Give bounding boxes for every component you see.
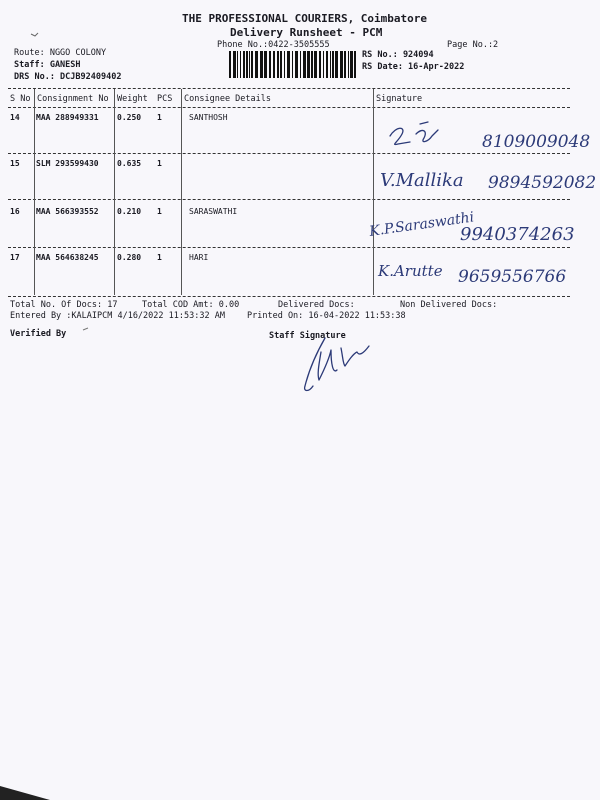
barcode-bar bbox=[307, 51, 310, 78]
barcode-bar bbox=[240, 51, 241, 78]
column-header-consignee: Consignee Details bbox=[184, 94, 271, 104]
row-weight: 0.210 bbox=[117, 207, 142, 216]
column-header-signature: Signature bbox=[376, 94, 423, 104]
column-divider bbox=[114, 89, 115, 295]
handwritten-name-17: K.Arutte bbox=[378, 262, 443, 280]
divider bbox=[8, 88, 570, 89]
company-name: THE PROFESSIONAL COURIERS, Coimbatore bbox=[182, 12, 428, 25]
column-divider bbox=[181, 89, 182, 295]
column-header-consignment: Consignment No bbox=[37, 94, 109, 104]
barcode-bar bbox=[319, 51, 321, 78]
barcode-bar bbox=[350, 51, 353, 78]
row-consignment: MAA 564638245 bbox=[36, 253, 99, 262]
row-consignment: SLM 293599430 bbox=[36, 159, 99, 168]
non-delivered-docs: Non Delivered Docs: bbox=[400, 300, 498, 310]
barcode-bar bbox=[255, 51, 258, 78]
barcode-bar bbox=[260, 51, 263, 78]
barcode-bar bbox=[284, 51, 285, 78]
barcode-bar bbox=[314, 51, 317, 78]
barcode-bar bbox=[332, 51, 334, 78]
handwritten-name-16: K.P.Saraswathi bbox=[368, 209, 476, 240]
page-number: Page No.:2 bbox=[447, 40, 499, 50]
row-sno: 17 bbox=[10, 253, 20, 262]
barcode-bar bbox=[303, 51, 306, 78]
barcode-bar bbox=[323, 51, 324, 78]
barcode-bar bbox=[335, 51, 338, 78]
route-label: Route: NGGO COLONY bbox=[14, 48, 107, 58]
row-sno: 16 bbox=[10, 207, 20, 216]
barcode-bar bbox=[330, 51, 331, 78]
barcode-bar bbox=[295, 51, 298, 78]
handwritten-phone-14: 8109009048 bbox=[482, 132, 591, 152]
staff-signature-label: Staff Signature bbox=[269, 331, 346, 341]
row-consignee: HARI bbox=[189, 253, 209, 262]
handwritten-phone-16: 9940374263 bbox=[460, 224, 575, 245]
printed-on: Printed On: 16-04-2022 11:53:38 bbox=[247, 311, 406, 321]
phone-number: Phone No.:0422-3505555 bbox=[217, 40, 330, 50]
scan-corner-shadow bbox=[0, 786, 50, 800]
scan-speck bbox=[82, 326, 90, 332]
barcode-bar bbox=[269, 51, 271, 78]
row-weight: 0.250 bbox=[117, 113, 142, 122]
rs-date: RS Date: 16-Apr-2022 bbox=[362, 62, 465, 72]
barcode-bar bbox=[326, 51, 328, 78]
barcode-bar bbox=[249, 51, 250, 78]
barcode-bar bbox=[264, 51, 267, 78]
barcode-bar bbox=[354, 51, 356, 78]
row-sno: 14 bbox=[10, 113, 20, 122]
row-consignee: SANTHOSH bbox=[189, 113, 228, 122]
barcode-bar bbox=[277, 51, 279, 78]
signature-row-16 bbox=[364, 202, 600, 248]
barcode-bar bbox=[340, 51, 343, 78]
column-header-weight: Weight bbox=[117, 94, 148, 104]
row-pcs: 1 bbox=[157, 207, 162, 216]
drs-number: DRS No.: DCJB92409402 bbox=[14, 72, 122, 82]
signature-row-15 bbox=[376, 158, 596, 198]
row-pcs: 1 bbox=[157, 253, 162, 262]
barcode bbox=[229, 51, 359, 78]
column-header-sno: S No bbox=[10, 94, 31, 104]
staff-label: Staff: GANESH bbox=[14, 60, 81, 70]
row-consignment: MAA 288949331 bbox=[36, 113, 99, 122]
barcode-bar bbox=[243, 51, 245, 78]
barcode-bar bbox=[348, 51, 349, 78]
delivered-docs: Delivered Docs: bbox=[278, 300, 355, 310]
column-header-pcs: PCS bbox=[157, 94, 173, 104]
row-consignee: SARASWATHI bbox=[189, 207, 238, 216]
scan-speck bbox=[30, 30, 40, 38]
row-weight: 0.635 bbox=[117, 159, 142, 168]
row-sno: 15 bbox=[10, 159, 20, 168]
barcode-bar bbox=[237, 51, 238, 78]
row-pcs: 1 bbox=[157, 113, 162, 122]
document-title: Delivery Runsheet - PCM bbox=[230, 26, 383, 39]
verified-by-label: Verified By bbox=[10, 329, 67, 339]
handwritten-phone-15: 9894592082 bbox=[488, 173, 597, 193]
handwritten-phone-17: 9659556766 bbox=[458, 267, 567, 287]
staff-signature bbox=[295, 330, 385, 400]
entered-by: Entered By :KALAIPCM 4/16/2022 11:53:32 AM bbox=[10, 311, 225, 321]
rs-number: RS No.: 924094 bbox=[362, 50, 434, 60]
barcode-bar bbox=[280, 51, 282, 78]
barcode-bar bbox=[273, 51, 275, 78]
row-consignment: MAA 566393552 bbox=[36, 207, 99, 216]
signature-row-17 bbox=[374, 254, 594, 290]
row-pcs: 1 bbox=[157, 159, 162, 168]
barcode-bar bbox=[300, 51, 301, 78]
divider bbox=[8, 296, 570, 297]
divider bbox=[8, 107, 570, 108]
barcode-bar bbox=[233, 51, 236, 78]
barcode-bar bbox=[229, 51, 231, 78]
barcode-bar bbox=[344, 51, 346, 78]
total-docs: Total No. Of Docs: 17 bbox=[10, 300, 118, 310]
barcode-bar bbox=[311, 51, 313, 78]
signature-row-14 bbox=[376, 112, 591, 154]
barcode-bar bbox=[246, 51, 248, 78]
total-cod-amount: Total COD Amt: 0.00 bbox=[142, 300, 240, 310]
barcode-bar bbox=[292, 51, 293, 78]
divider bbox=[8, 199, 570, 200]
column-divider bbox=[34, 89, 35, 295]
row-weight: 0.280 bbox=[117, 253, 142, 262]
handwritten-name-15: V.Mallika bbox=[380, 170, 464, 191]
barcode-bar bbox=[287, 51, 290, 78]
barcode-bar bbox=[251, 51, 253, 78]
